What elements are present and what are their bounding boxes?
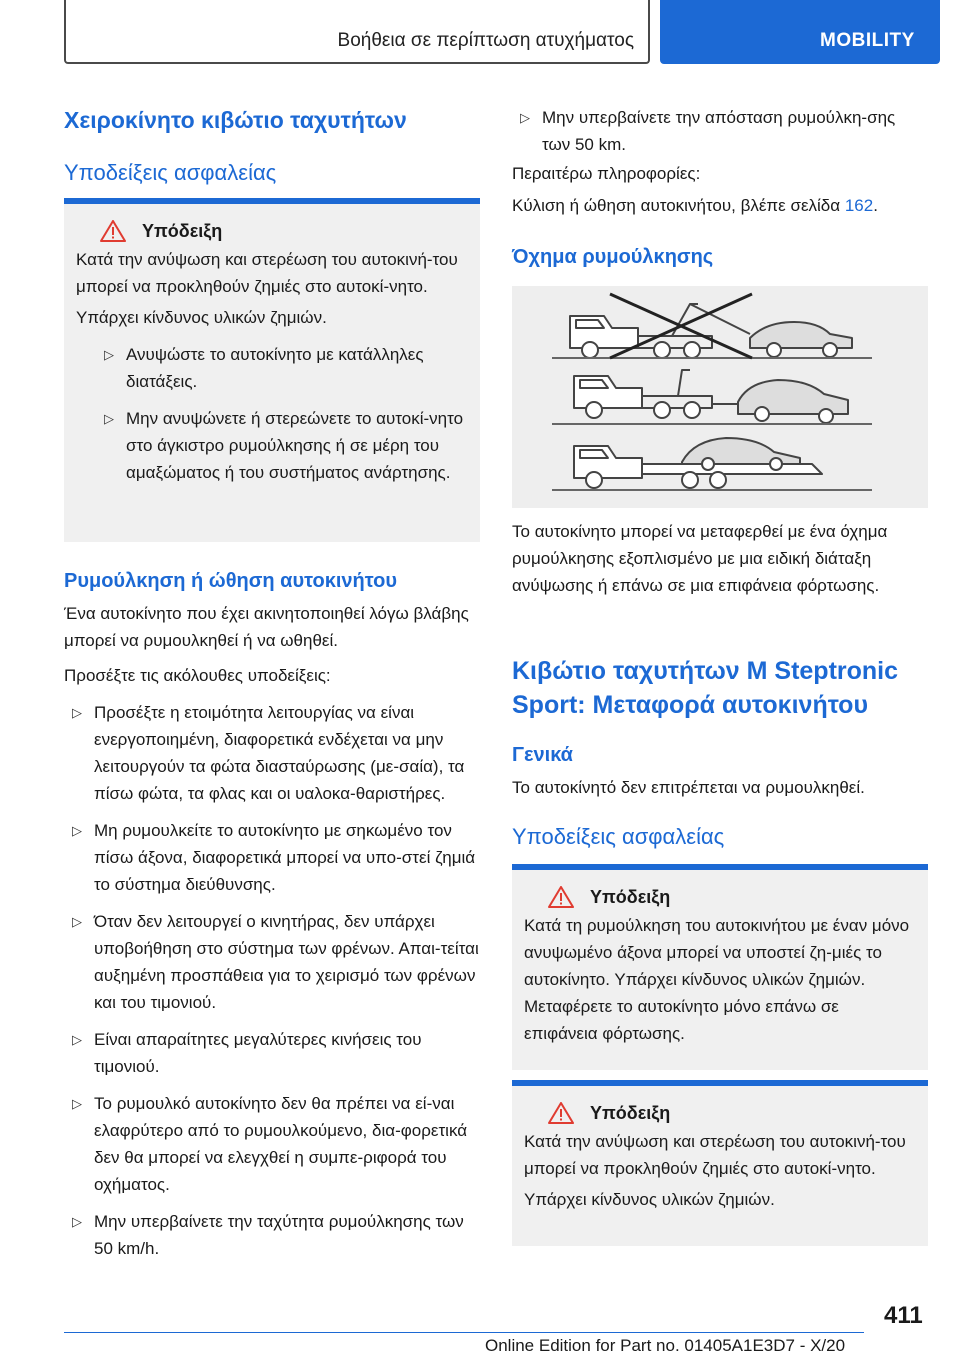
note-label: Υπόδειξη: [590, 886, 671, 907]
warning-icon: [100, 220, 126, 242]
heading-safety-notes-2: Υποδείξεις ασφαλείας: [512, 824, 725, 849]
list-item: ▷ Μην ανυψώνετε ή στερεώνετε το αυτοκί-νητο στο άγκιστρο ρυμούλκησης ή σε μέρη του αμαξώματος ή του συστήματος ανάρτησης.: [104, 409, 464, 482]
note-label: Υπόδειξη: [142, 220, 223, 241]
towing-list: [64, 699, 480, 1262]
edition-info: Online Edition for Part no. 01405A1E3D7 - X/20: [485, 1336, 846, 1355]
section-tab[interactable]: [660, 0, 940, 64]
warning-icon: [548, 886, 574, 908]
note-box: [64, 198, 480, 542]
tow-illustration: [512, 286, 928, 508]
note-header: [100, 220, 468, 242]
page-link[interactable]: 162: [844, 196, 874, 215]
heading-steptronic: Κιβώτιο ταχυτήτων M Steptronic Sport: Μεταφορά αυτοκινήτου: [512, 657, 899, 719]
heading-safety-notes: Υποδείξεις ασφαλείας: [64, 160, 277, 185]
note-header: [548, 886, 916, 908]
towing-intro: Ένα αυτοκίνητο που έχει ακινητοποιηθεί λόγω βλάβης μπορεί να ρυμουλκηθεί ή να ωθηθεί.: [64, 604, 469, 650]
list-item: ▷ Ανυψώστε το αυτοκίνητο με κατάλληλες διατάξεις.: [104, 345, 424, 391]
note-text: Κατά τη ρυμούλκηση του αυτοκινήτου με έναν μόνο ανυψωμένο άξονα μπορεί να υποστεί ζη-μιές το αυτοκίνητο. Υπάρχει κίνδυνος υλικών ζημιών. Μεταφέρετε το αυτοκίνητο μόνο επάνω σε επιφάνεια φόρτωσης.: [524, 916, 910, 1043]
list-item: ▷ Μην υπερβαίνετε την ταχύτητα ρυμούλκησης των 50 km/h.: [72, 1212, 464, 1258]
heading-general: Γενικά: [512, 744, 573, 766]
general-text: Το αυτοκίνητό δεν επιτρέπεται να ρυμουλκηθεί.: [512, 778, 865, 797]
note-risk: Υπάρχει κίνδυνος υλικών ζημιών.: [76, 308, 327, 327]
distance-list: [512, 94, 928, 158]
list-item: ▷ Το ρυμουλκό αυτοκίνητο δεν θα πρέπει να εί-ναι ελαφρύτερο από το ρυμουλκούμενο, δια-φορετικά δεν θα μπορεί να ελεγχθεί η συμπε-ριφορά του οχήματος.: [72, 1094, 468, 1194]
note-box: [512, 864, 928, 1070]
towing-note-intro: Προσέξτε τις ακόλουθες υποδείξεις:: [64, 666, 331, 685]
heading-towing: Ρυμούλκηση ή ώθηση αυτοκινήτου: [64, 570, 397, 592]
note-label: Υπόδειξη: [590, 1102, 671, 1123]
chapter-title: Βοήθεια σε περίπτωση ατυχήματος: [337, 30, 634, 51]
cross-reference: Κύλιση ή ώθηση αυτοκινήτου, βλέπε σελίδα 162.: [512, 196, 878, 215]
towing-body: [64, 600, 480, 1262]
warning-icon: [548, 1102, 574, 1124]
note-text: Κατά την ανύψωση και στερέωση του αυτοκινή-του μπορεί να προκληθούν ζημιές στο αυτοκί-νητο.: [524, 1132, 906, 1178]
list-item: ▷ Όταν δεν λειτουργεί ο κινητήρας, δεν υπάρχει υποβοήθηση στο σύστημα των φρένων. Απαι-τείται αυξημένη προσπάθεια για το χειρισμό των φρένων και του τιμονιού.: [72, 912, 479, 1012]
list-item: ▷ Μη ρυμουλκείτε το αυτοκίνητο με σηκωμένο τον πίσω άξονα, διαφορετικά μπορεί να υπο-στεί ζημιά το σύστημα διεύθυνσης.: [72, 821, 476, 894]
footer-divider: [64, 1332, 864, 1333]
more-info-label: Περαιτέρω πληροφορίες:: [512, 164, 701, 183]
heading-manual-gearbox: Χειροκίνητο κιβώτιο ταχυτήτων: [64, 107, 407, 133]
section-tab-label: MOBILITY: [820, 30, 915, 51]
chapter-box: [64, 0, 650, 64]
tow-trucks-drawing: [512, 286, 928, 508]
note-header: [548, 1102, 916, 1124]
note-risk: Υπάρχει κίνδυνος υλικών ζημιών.: [524, 1190, 775, 1209]
page-number: 411: [884, 1302, 923, 1329]
list-item: ▷ Είναι απαραίτητες μεγαλύτερες κινήσεις του τιμονιού.: [72, 1030, 422, 1076]
list-item: ▷ Προσέξτε η ετοιμότητα λειτουργίας να είναι ενεργοποιημένη, διαφορετικά ενδέχεται να μην λειτουργούν τα φώτα διασταύρωσης (με-σαία), τα πίσω φώτα, τα φλας και οι υαλοκα-θαριστήρες.: [72, 703, 465, 803]
list-item: ▷ Μην υπερβαίνετε την απόσταση ρυμούλκη-σης των 50 km.: [520, 108, 896, 154]
note-box: [512, 1080, 928, 1246]
heading-tow-vehicle: Όχημα ρυμούλκησης: [512, 246, 714, 268]
note-list: [96, 341, 468, 486]
tow-caption: Το αυτοκίνητο μπορεί να μεταφερθεί με ένα όχημα ρυμούλκησης εξοπλισμένο με μια ειδική διάταξη ανύψωσης ή επάνω σε μια επιφάνεια φόρτωσης.: [512, 522, 888, 595]
note-text: Κατά την ανύψωση και στερέωση του αυτοκινή-του μπορεί να προκληθούν ζημιές στο αυτοκί-νητο.: [76, 250, 458, 296]
page-header: [0, 0, 960, 66]
